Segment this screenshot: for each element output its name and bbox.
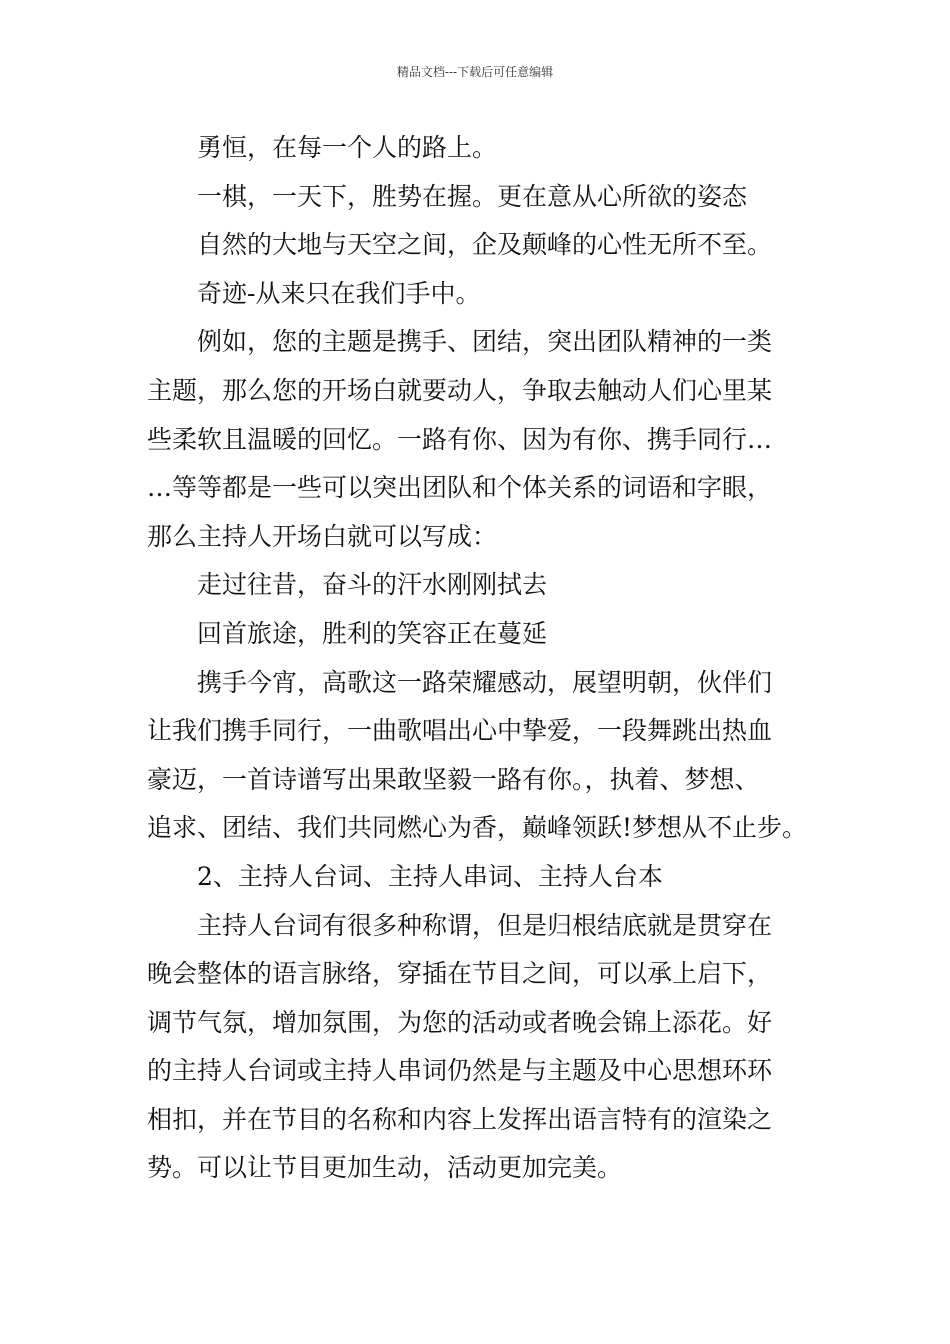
page-header: 精品文档---下载后可任意编辑 — [396, 65, 554, 79]
text-line: 豪迈，一首诗谱写出果敢坚毅一路有你。，执着、梦想、 — [147, 764, 760, 794]
text-line: 一棋，一天下，胜势在握。更在意从心所欲的姿态 — [197, 181, 748, 211]
text-line: 奇迹-从来只在我们手中。 — [197, 278, 481, 308]
text-line: 的主持人台词或主持人串词仍然是与主题及中心思想环环 — [147, 1056, 773, 1086]
text-line: 主持人台词有很多种称谓，但是归根结底就是贯穿在 — [197, 910, 773, 940]
text-line: 携手今宵，高歌这一路荣耀感动，展望明朝，伙伴们 — [197, 667, 773, 697]
text-line: 势。可以让节目更加生动，活动更加完美。 — [147, 1153, 623, 1183]
text-line: 走过往昔，奋斗的汗水刚刚拭去 — [197, 570, 548, 600]
text-line: 回首旅途，胜利的笑容正在蔓延 — [197, 618, 548, 648]
text-line: 主题，那么您的开场白就要动人，争取去触动人们心里某 — [147, 375, 773, 405]
text-line: 晚会整体的语言脉络，穿插在节目之间，可以承上启下， — [147, 959, 773, 989]
text-line: 些柔软且温暖的回忆。一路有你、因为有你、携手同行… — [147, 424, 773, 454]
text-line: 追求、团结、我们共同燃心为香，巅峰领跃!梦想从不止步。 — [147, 813, 808, 843]
text-line: …等等都是一些可以突出团队和个体关系的词语和字眼， — [147, 473, 773, 503]
text-line: 让我们携手同行，一曲歌唱出心中挚爱，一段舞跳出热血 — [147, 716, 773, 746]
text-line: 例如，您的主题是携手、团结，突出团队精神的一类 — [197, 327, 773, 357]
text-line: 调节气氛，增加氛围，为您的活动或者晚会锦上添花。好 — [147, 1007, 773, 1037]
text-line: 勇恒，在每一个人的路上。 — [197, 133, 498, 162]
text-line: 相扣，并在节目的名称和内容上发挥出语言特有的渲染之 — [147, 1104, 773, 1134]
text-line: 那么主持人开场白就可以写成： — [147, 521, 498, 551]
document-body — [147, 124, 813, 1193]
text-line: 自然的大地与天空之间，企及颠峰的心性无所不至。 — [197, 230, 773, 260]
text-line: 2、主持人台词、主持人串词、主持人台本 — [197, 861, 663, 891]
